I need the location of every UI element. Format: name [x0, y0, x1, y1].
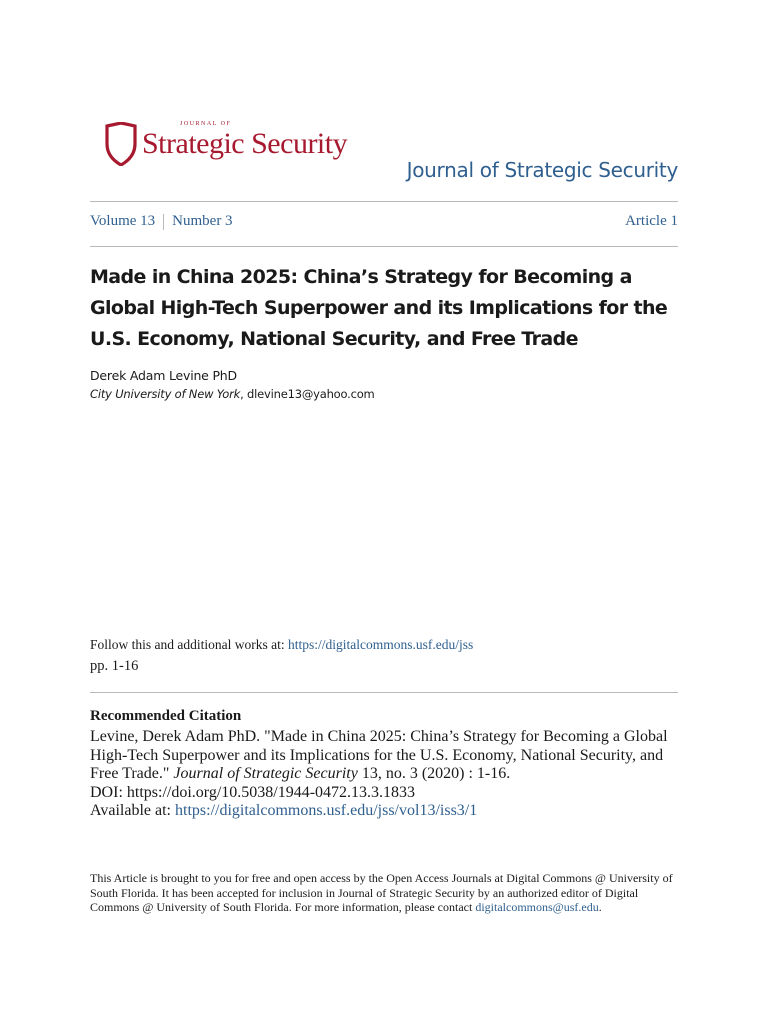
logo-big-text: Strategic Security	[142, 127, 348, 160]
follow-label: Follow this and additional works at:	[90, 637, 288, 652]
citation-issue: 13, no. 3 (2020) : 1-16.	[357, 765, 511, 782]
article-link[interactable]: Article 1	[625, 213, 678, 229]
citation-block	[90, 728, 680, 821]
follow-link[interactable]: https://digitalcommons.usf.edu/jss	[288, 637, 474, 652]
logo-small-text: JOURNAL OF	[180, 121, 232, 127]
citation-heading: Recommended Citation	[90, 708, 242, 724]
page-range: pp. 1-16	[90, 658, 139, 674]
shield-icon	[104, 122, 138, 166]
citation-doi: DOI: https://doi.org/10.5038/1944-0472.13.3.1833	[90, 783, 416, 801]
logo-wordmark	[142, 121, 348, 161]
journal-home-link[interactable]: Journal of Strategic Security	[406, 158, 678, 182]
journal-logo[interactable]	[104, 122, 347, 166]
cover-page	[90, 0, 678, 1024]
article-title: Made in China 2025: China’s Strategy for Becoming a Global High-Tech Superpower and its Implications for the U.S. Economy, National Security, and Free Trade	[90, 266, 668, 350]
author-email: , dlevine13@yahoo.com	[240, 387, 375, 401]
issue-separator	[163, 214, 164, 230]
citation-journal: Journal of Strategic Security	[173, 765, 358, 782]
notice-end: .	[598, 900, 602, 915]
available-link[interactable]: https://digitalcommons.usf.edu/jss/vol13/iss3/1	[175, 802, 478, 819]
contact-email-link[interactable]: digitalcommons@usf.edu	[475, 900, 599, 915]
top-divider	[90, 201, 678, 202]
citation-text: Levine, Derek Adam PhD. "Made in China 2025: China’s Strategy for Becoming a Global High-Tech Superpower and its Implications for the U.S. Economy, National Security, and Free Trade."	[90, 728, 668, 782]
issue-divider	[90, 246, 678, 247]
number-link[interactable]: Number 3	[172, 213, 233, 229]
issue-info	[90, 213, 233, 230]
notice-text: This Article is brought to you for free and open access by the Open Access Journals at Digital Commons @ University of South Florida. It has been accepted for inclusion in Journal of Strategic Security by an authorized editor of Digital Commons @ University of South Florida. For more information, please contact	[90, 871, 673, 915]
access-notice	[90, 871, 680, 915]
follow-line	[90, 637, 473, 653]
institution-name: City University of New York	[90, 387, 241, 401]
volume-link[interactable]: Volume 13	[90, 213, 156, 229]
author-name: Derek Adam Levine PhD	[90, 368, 237, 383]
author-affiliation	[90, 387, 375, 401]
available-label: Available at:	[90, 802, 175, 819]
citation-divider	[90, 692, 678, 693]
